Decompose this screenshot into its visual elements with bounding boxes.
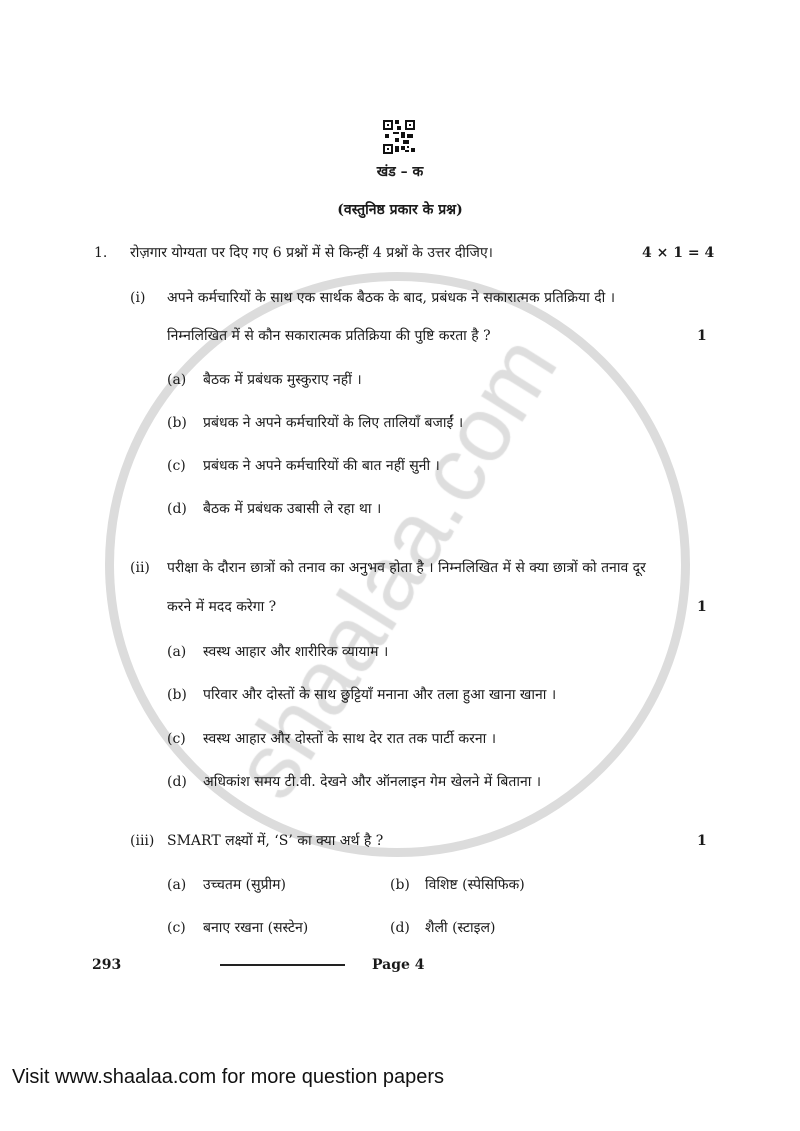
option-text: अधिकांश समय टी.वी. देखने और ऑनलाइन गेम खेलने में बिताना । xyxy=(203,774,542,790)
option-label: (a) xyxy=(167,644,187,660)
part-text: परीक्षा के दौरान छात्रों को तनाव का अनुभव होता है । निम्नलिखित में से क्या छात्रों को तनाव दूर xyxy=(167,560,646,576)
part-marks: 1 xyxy=(697,328,707,344)
option-text: स्वस्थ आहार और दोस्तों के साथ देर रात तक पार्टी करना । xyxy=(203,731,496,747)
option-label: (d) xyxy=(390,920,410,936)
part-label: (ii) xyxy=(130,560,150,576)
part-text: निम्नलिखित में से कौन सकारात्मक प्रतिक्रिया की पुष्टि करता है ? xyxy=(167,328,491,344)
option-text: परिवार और दोस्तों के साथ छुट्टियाँ मनाना और तला हुआ खाना खाना । xyxy=(203,687,557,703)
option-text: स्वस्थ आहार और शारीरिक व्यायाम । xyxy=(203,644,389,660)
footer-rule xyxy=(220,964,345,966)
section-subtitle: (वस्तुनिष्ठ प्रकार के प्रश्न) xyxy=(337,202,463,218)
question-marks: 4 × 1 = 4 xyxy=(642,245,715,261)
part-text: SMART लक्ष्यों में, ‘S’ का क्या अर्थ है ? xyxy=(167,833,384,849)
option-label: (b) xyxy=(167,687,187,703)
part-text: करने में मदद करेगा ? xyxy=(167,599,277,615)
part-marks: 1 xyxy=(697,599,707,615)
option-label: (c) xyxy=(167,458,186,474)
option-text: बैठक में प्रबंधक उबासी ले रहा था । xyxy=(203,501,382,517)
option-label: (c) xyxy=(167,920,186,936)
page-number: Page 4 xyxy=(372,957,425,973)
option-label: (d) xyxy=(167,501,187,517)
option-text: उच्चतम (सुप्रीम) xyxy=(203,877,286,893)
paper-code: 293 xyxy=(92,957,122,973)
question-number: 1. xyxy=(94,245,108,261)
part-label: (i) xyxy=(130,290,146,306)
section-title: खंड – क xyxy=(376,164,424,180)
option-label: (b) xyxy=(390,877,410,893)
option-text: प्रबंधक ने अपने कर्मचारियों के लिए तालियाँ बजाईं । xyxy=(203,415,464,431)
option-text: विशिष्ट (स्पेसिफिक) xyxy=(425,877,525,893)
option-text: शैली (स्टाइल) xyxy=(425,920,496,936)
question-text: रोज़गार योग्यता पर दिए गए 6 प्रश्नों में से किन्हीं 4 प्रश्नों के उत्तर दीजिए। xyxy=(130,245,493,261)
option-label: (d) xyxy=(167,774,187,790)
part-label: (iii) xyxy=(130,833,155,849)
option-text: बैठक में प्रबंधक मुस्कुराए नहीं । xyxy=(203,372,362,388)
option-label: (b) xyxy=(167,415,187,431)
visit-link-text[interactable]: Visit www.shaalaa.com for more question papers xyxy=(12,1066,445,1088)
part-marks: 1 xyxy=(697,833,707,849)
option-text: बनाए रखना (सस्टेन) xyxy=(203,920,309,936)
option-text: प्रबंधक ने अपने कर्मचारियों की बात नहीं सुनी । xyxy=(203,458,440,474)
part-text: अपने कर्मचारियों के साथ एक सार्थक बैठक के बाद, प्रबंधक ने सकारात्मक प्रतिक्रिया दी । xyxy=(167,290,616,306)
option-label: (a) xyxy=(167,877,187,893)
option-label: (a) xyxy=(167,372,187,388)
option-label: (c) xyxy=(167,731,186,747)
qr-code-icon xyxy=(383,120,415,154)
